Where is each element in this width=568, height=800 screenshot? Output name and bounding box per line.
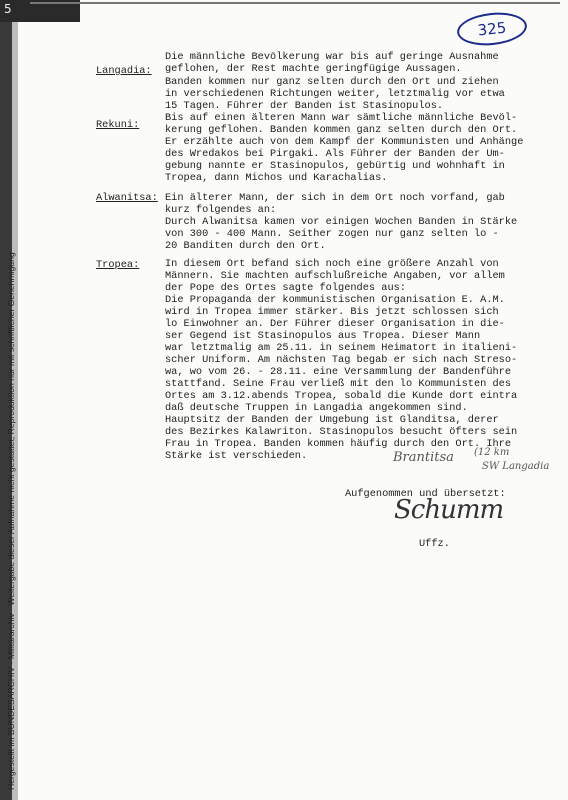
text-line: lo Einwohner an. Der Führer dieser Organisation in die- bbox=[165, 318, 505, 330]
text-line: Männern. Sie machten aufschlußreiche Angaben, vor allem bbox=[165, 270, 505, 282]
text-line: stattfand. Seine Frau verließ mit den lo Kommunisten des bbox=[165, 378, 512, 390]
text-line: daß deutsche Truppen in Langadia angekommen sind. bbox=[165, 402, 468, 414]
text-line: Ein älterer Mann, der sich in dem Ort noch vorfand, gab bbox=[165, 192, 505, 204]
text-line: Banden kommen nur ganz selten durch den Ort und ziehen bbox=[165, 76, 499, 88]
text-line: des Wredakos bei Pirgaki. Als Führer der Banden der Um- bbox=[165, 148, 505, 160]
text-line: Bis auf einen älteren Mann war sämtliche männliche Bevöl- bbox=[165, 112, 518, 124]
text-line: von 300 - 400 Mann. Seither zogen nur ganz selten lo - bbox=[165, 228, 499, 240]
text-line: Stärke ist verschieden. bbox=[165, 450, 308, 462]
section-label-tropea: Tropea: bbox=[96, 259, 140, 271]
text-line: kerung geflohen. Banden kommen ganz selten durch den Ort. bbox=[165, 124, 518, 136]
text-line: Durch Alwanitsa kamen vor einigen Wochen Banden in Stärke bbox=[165, 216, 518, 228]
text-line: gebung nannte er Stasinopulos, gebürtig und wohnhaft in bbox=[165, 160, 505, 172]
handwritten-note-detail: (12 km bbox=[474, 447, 510, 458]
rank-label: Uffz. bbox=[419, 538, 450, 550]
text-line: Tropea, dann Michos und Karachalias. bbox=[165, 172, 388, 184]
page-number-stamp: 325 bbox=[456, 9, 529, 48]
handwritten-note-name: Brantitsa bbox=[393, 450, 454, 465]
text-line: In diesem Ort befand sich noch eine größere Anzahl von bbox=[165, 258, 499, 270]
section-label-langadia: Langadia: bbox=[96, 65, 152, 77]
text-line: ser Gegend ist Stasinopulos aus Tropea. Dieser Mann bbox=[165, 330, 481, 342]
section-label-alwanitsa: Alwanitsa: bbox=[96, 192, 158, 204]
text-line: Ortes am 3.12.abends Tropea, sobald die Kunde dort eintra bbox=[165, 390, 518, 402]
archive-stamp: Hergestellt im BUNDESARCHIV - Militärarchiv · Weitergabe dieser Aufnahme nicht gestattet; Reproduktion nur mit schriftlicher Genehmigung bbox=[6, 252, 16, 790]
text-line: des Bezirkes Kalawriton. Stasinopulos besucht öfters sein bbox=[165, 426, 518, 438]
text-line: scher Uniform. Am nächsten Tag begab er sich nach Streso- bbox=[165, 354, 518, 366]
text-line: Er erzählte auch von dem Kampf der Kommunisten und Anhänge bbox=[165, 136, 524, 148]
signature: Schumm bbox=[394, 495, 504, 525]
text-line: Die männliche Bevölkerung war bis auf geringe Ausnahme bbox=[165, 51, 499, 63]
text-line: war letztmalig am 25.11. in seinem Heimatort in italieni- bbox=[165, 342, 518, 354]
section-label-rekuni: Rekuni: bbox=[96, 119, 140, 131]
text-line: Hauptsitz der Banden der Umgebung ist Glanditsa, derer bbox=[165, 414, 499, 426]
text-line: in verschiedenen Richtungen weiter, letztmalig vor etwa bbox=[165, 88, 505, 100]
text-line: Die Propaganda der kommunistischen Organisation E. A.M. bbox=[165, 294, 505, 306]
translator-line: Aufgenommen und übersetzt: bbox=[345, 488, 506, 500]
text-line: wird in Tropea immer stärker. Bis jetzt schlossen sich bbox=[165, 306, 499, 318]
corner-mark: 5 bbox=[4, 2, 12, 16]
text-line: geflohen, der Rest machte geringfügige Aussagen. bbox=[165, 63, 462, 75]
text-line: 15 Tagen. Führer der Banden ist Stasinopulos. bbox=[165, 100, 444, 112]
text-line: kurz folgendes an: bbox=[165, 204, 277, 216]
text-line: der Pope des Ortes sagte folgendes aus: bbox=[165, 282, 406, 294]
text-line: Frau in Tropea. Banden kommen häufig durch den Ort. Ihre bbox=[165, 438, 512, 450]
handwritten-note-location: SW Langadia bbox=[482, 461, 550, 472]
text-line: 20 Banditen durch den Ort. bbox=[165, 240, 326, 252]
text-line: wa, wo vom 26. - 28.11. eine Versammlung der Bandenführe bbox=[165, 366, 512, 378]
